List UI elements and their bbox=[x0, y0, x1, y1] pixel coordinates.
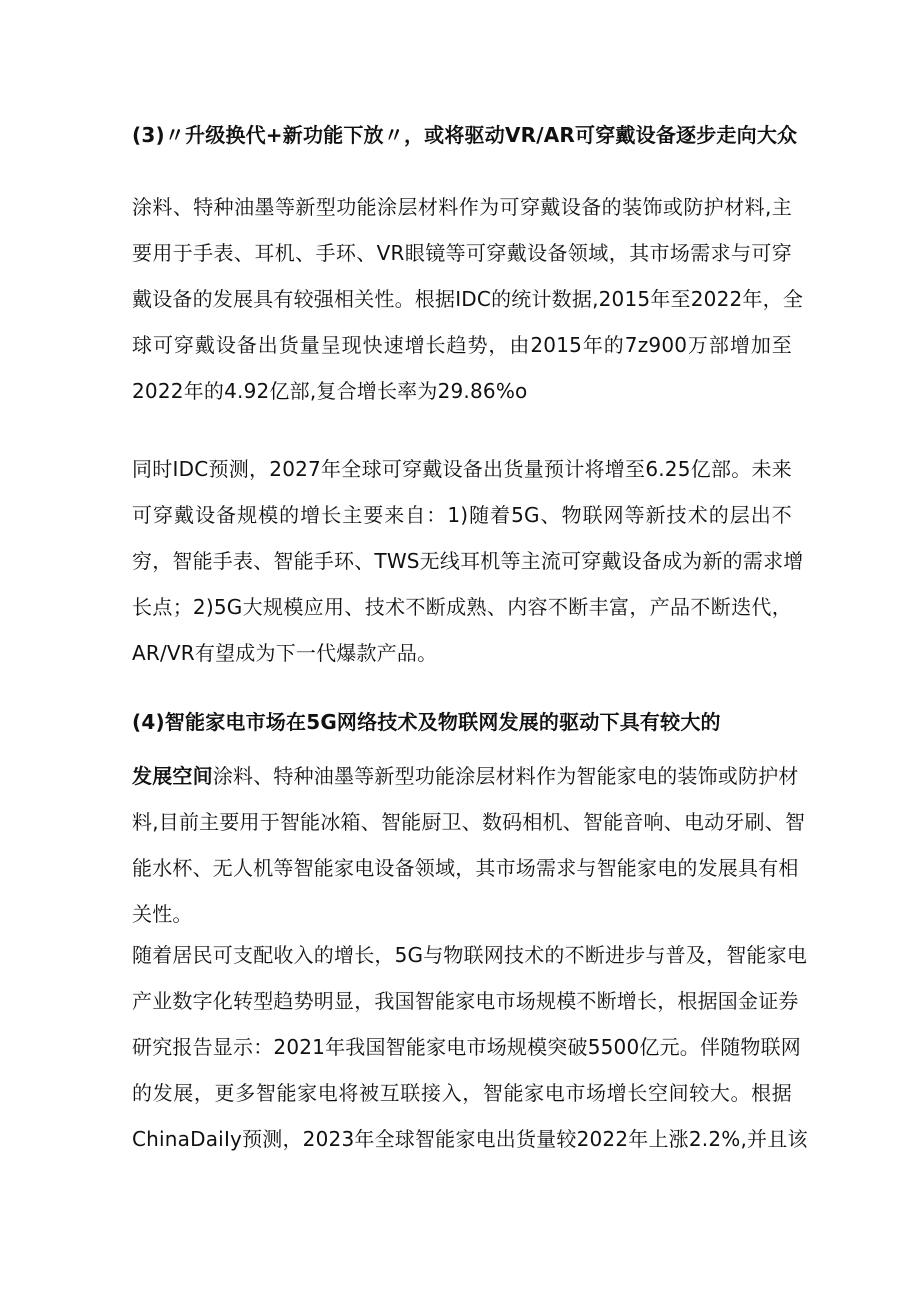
text-line: 同时IDC预测，2027年全球可穿戴设备出货量预计将增至6.25亿部。未来 bbox=[132, 457, 792, 481]
text-line: 穷，智能手表、智能手环、TWS无线耳机等主流可穿戴设备成为新的需求增 bbox=[132, 549, 804, 573]
text-line: 产业数字化转型趋势明显，我国智能家电市场规模不断增长，根据国金证券 bbox=[132, 989, 799, 1013]
text-line: ChinaDaiIy预测，2023年全球智能家电出货量较2022年上涨2.2%,并且该 bbox=[132, 1127, 808, 1151]
text-line: 研究报告显示：2021年我国智能家电市场规模突破5500亿元。伴随物联网 bbox=[132, 1035, 801, 1059]
section-3-heading: (3)〃升级换代+新功能下放〃，或将驱动VR/AR可穿戴设备逐步走向大众 bbox=[132, 123, 798, 147]
text-line-with-heading bbox=[132, 753, 799, 799]
section-3-paragraph-1 bbox=[132, 184, 804, 414]
text-line: 长点；2)5G大规模应用、技术不断成熟、内容不断丰富，产品不断迭代， bbox=[132, 595, 792, 619]
text-line: 关性。 bbox=[132, 902, 193, 926]
text-line: 随着居民可支配收入的增长，5G与物联网技术的不断进步与普及，智能家电 bbox=[132, 943, 808, 967]
text-line: AR/VR有望成为下一代爆款产品。 bbox=[132, 641, 438, 665]
text-line: 涂料、特种油墨等新型功能涂层材料作为可穿戴设备的装饰或防护材料,主 bbox=[132, 195, 792, 219]
section-4-paragraph-1 bbox=[132, 753, 806, 937]
text-line: 2022年的4.92亿部,复合增长率为29.86%o bbox=[132, 379, 528, 403]
section-4-heading: (4)智能家电市场在5G网络技术及物联网发展的驱动下具有较大的 bbox=[132, 710, 721, 734]
text-segment: 涂料、特种油墨等新型功能涂层材料作为智能家电的装饰或防护材 bbox=[212, 764, 799, 788]
text-line: 的发展，更多智能家电将被互联接入，智能家电市场增长空间较大。根据 bbox=[132, 1081, 792, 1105]
text-line: 料,目前主要用于智能冰箱、智能厨卫、数码相机、智能音响、电动牙刷、智 bbox=[132, 810, 806, 834]
text-line: 要用于手表、耳机、手环、VR眼镜等可穿戴设备领域，其市场需求与可穿 bbox=[132, 241, 792, 265]
text-line: 球可穿戴设备出货量呈现快速增长趋势，由2015年的7z900万部增加至 bbox=[132, 333, 792, 357]
section-3-paragraph-2 bbox=[132, 446, 804, 676]
section-4-paragraph-2 bbox=[132, 932, 808, 1162]
text-line: 戴设备的发展具有较强相关性。根据IDC的统计数据,2015年至2022年，全 bbox=[132, 287, 804, 311]
text-line: 能水杯、无人机等智能家电设备领域，其市场需求与智能家电的发展具有相 bbox=[132, 856, 799, 880]
text-line: 可穿戴设备规模的增长主要来自：1)随着5G、物联网等新技术的层出不 bbox=[132, 503, 792, 527]
section-4-heading-continuation: 发展空间 bbox=[132, 764, 213, 788]
